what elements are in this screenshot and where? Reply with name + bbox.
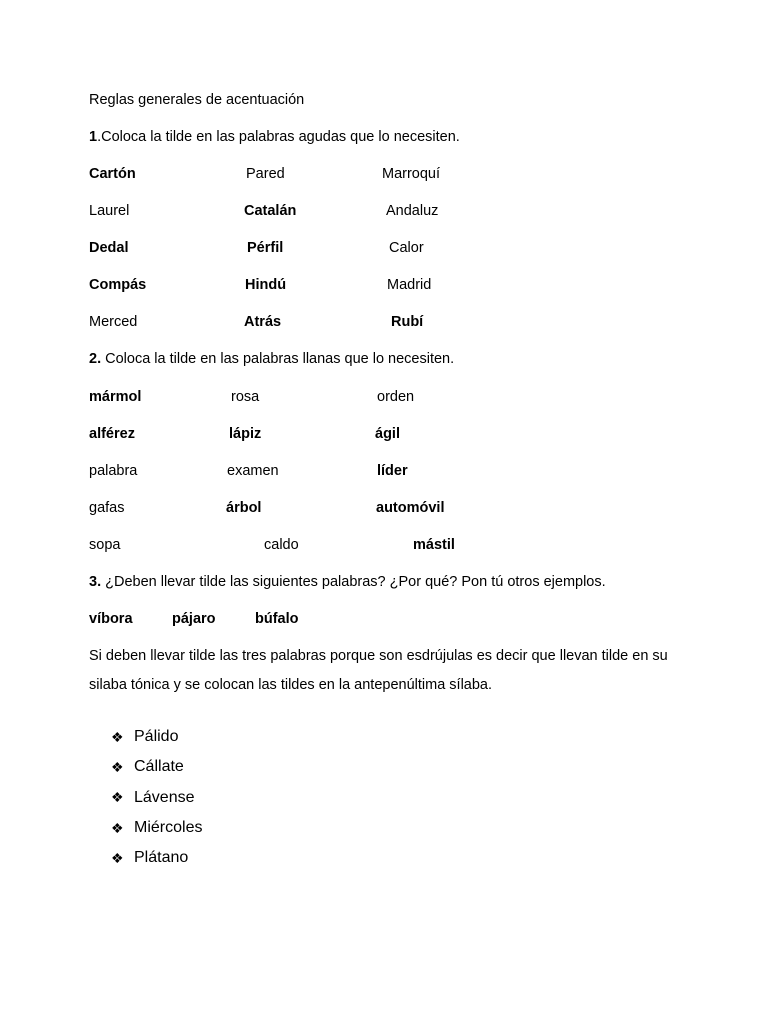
word: víbora [89,611,133,627]
word: mármol [89,389,142,405]
document-title: Reglas generales de acentuación [89,92,305,108]
word: líder [377,463,408,479]
word: Catalán [244,203,297,219]
word: ágil [375,426,400,442]
word: rosa [231,389,260,405]
word: Andaluz [386,203,439,219]
section3-words-row [0,611,768,631]
diamond-bullet-icon: ❖ [111,789,124,806]
word: árbol [226,500,262,516]
section1-heading [89,129,460,145]
diamond-bullet-icon: ❖ [111,819,124,836]
example-word: Miércoles [134,819,203,837]
diamond-bullet-icon: ❖ [111,849,124,866]
word: automóvil [376,500,445,516]
list-item [111,843,202,873]
section2-row [0,463,768,483]
word: Cartón [89,166,136,182]
word: Compás [89,277,147,293]
word: palabra [89,463,138,479]
word: caldo [264,537,299,553]
examples-list [111,722,202,873]
diamond-bullet-icon: ❖ [111,728,124,745]
word: Merced [89,314,138,330]
example-word: Pálido [134,728,179,746]
word: Hindú [245,277,287,293]
section2-number: 2. [89,351,102,367]
section2-row [0,389,768,409]
section2-row [0,426,768,446]
list-item [111,813,202,843]
example-word: Cállate [134,758,184,776]
section3-answer: Si deben llevar tilde las tres palabras porque son esdrújulas es decir que llevan tilde en su silaba tónica y se colocan las tildes en la antepenúltima sílaba. [89,648,668,693]
section1-row [0,314,768,334]
word: gafas [89,500,125,516]
word: Pérfil [247,240,284,256]
word: Rubí [391,314,424,330]
list-item [111,783,202,813]
section1-row [0,166,768,186]
word: Laurel [89,203,130,219]
word: Marroquí [382,166,441,182]
section1-row [0,240,768,260]
word: examen [227,463,279,479]
word: sopa [89,537,121,553]
section1-instruction: .Coloca la tilde en las palabras agudas que lo necesiten. [97,129,460,145]
word: orden [377,389,415,405]
section3-instruction: ¿Deben llevar tilde las siguientes palabras? ¿Por qué? Pon tú otros ejemplos. [101,574,606,590]
word: Calor [389,240,424,256]
word: lápiz [229,426,262,442]
word: Atrás [244,314,282,330]
section2-row [0,537,768,557]
section3-number: 3. [89,574,102,590]
section2-row [0,500,768,520]
diamond-bullet-icon: ❖ [111,758,124,775]
section1-number: 1 [89,129,98,145]
word: Dedal [89,240,129,256]
example-word: Plátano [134,849,189,867]
word: mástil [413,537,455,553]
list-item [111,752,202,782]
word: búfalo [255,611,299,627]
example-word: Lávense [134,788,195,806]
word: alférez [89,426,135,442]
word: Madrid [387,277,432,293]
section2-heading [89,351,454,367]
word: Pared [246,166,285,182]
section2-instruction: Coloca la tilde en las palabras llanas que lo necesiten. [101,351,455,367]
section3-heading [89,574,606,590]
word: pájaro [172,611,216,627]
section1-row [0,277,768,297]
list-item [111,722,202,752]
section1-row [0,203,768,223]
